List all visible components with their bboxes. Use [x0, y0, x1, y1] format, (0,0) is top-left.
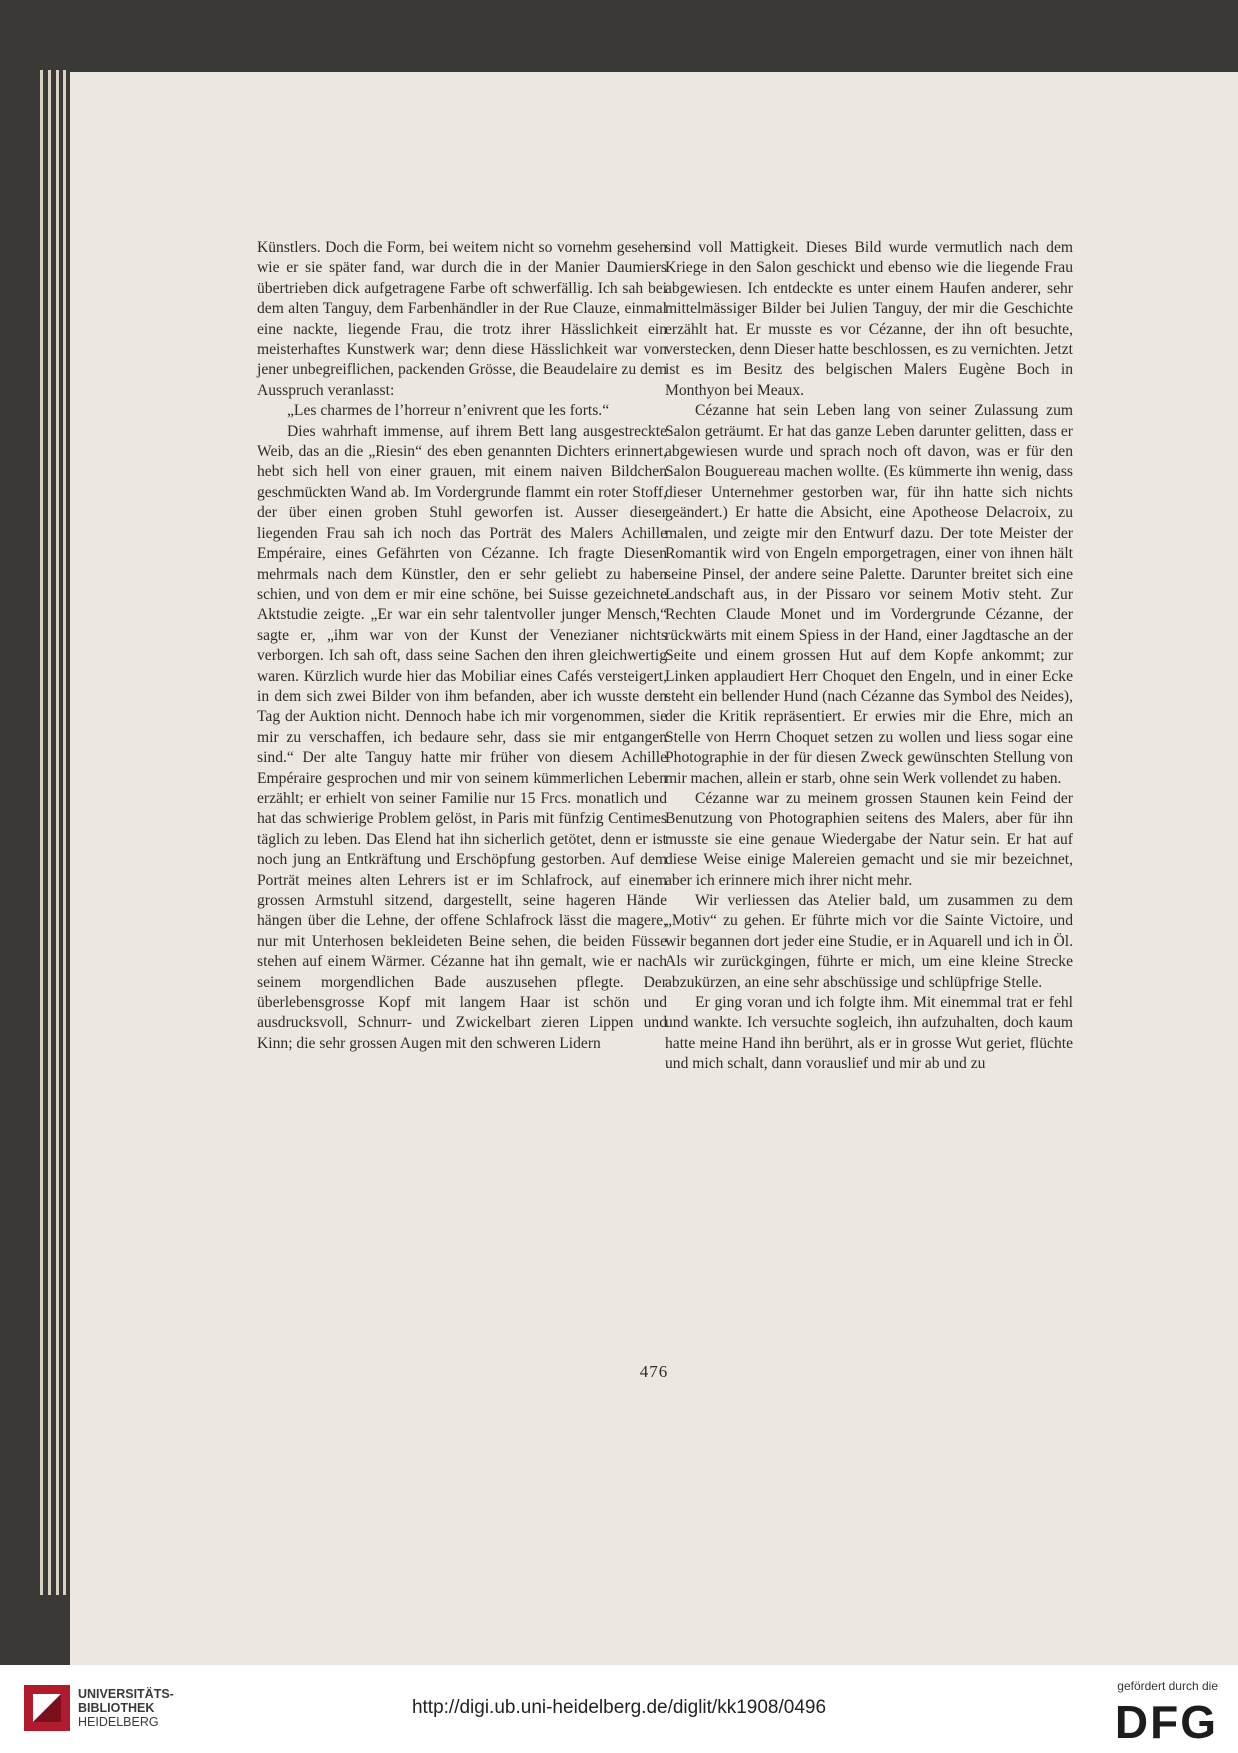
page-edge [56, 70, 59, 1595]
paragraph: Wir verliessen das Atelier bald, um zusammen zu dem „Motiv“ zu gehen. Er führte mich vor die Sainte Victoire, und wir begannen dort jeder eine Studie, er in Aquarell und ich in Öl. Als wir zurückgingen, führte er mich, um eine kleine Strecke abzukürzen, an eine sehr abschüssige und schlüpfrige Stelle. [665, 892, 1073, 991]
sponsor-caption: gefördert durch die [1117, 1679, 1218, 1693]
page-edge [40, 70, 43, 1595]
text-column-right [665, 238, 1073, 1075]
paragraph: Cézanne hat sein Leben lang von seiner Zulassung zum Salon geträumt. Er hat das ganze Leben darunter gelitten, dass er abgewiesen wurde und sprach noch oft davon, was er für den Salon Bouguereau machen wollte. (Es kümmerte ihn wenig, dass dieser Unternehmer gestorben war, für ihn hatte sich nichts geändert.) Er hatte die Absicht, eine Apotheose Delacroix, zu malen, und zeigte mir den Entwurf dazu. Der tote Meister der Romantik wird von Engeln emporgetragen, einer von ihnen hält seine Pinsel, der andere seine Palette. Darunter breitet sich eine Landschaft aus, in der Pissaro vor seinem Motiv steht. Zur Rechten Claude Monet und im Vordergrunde Cézanne, der rückwärts mit einem Spiess in der Hand, einer Jagdtasche an der Seite und einem grossen Hut auf dem Kopfe ankommt; zur Linken applaudiert Herr Choquet den Engeln, und in einer Ecke steht ein bellender Hund (nach Cézanne das Symbol des Neides), der die Kritik repräsentiert. Er erwies mir die Ehre, mich an Stelle von Herrn Choquet setzen zu wollen und liess sogar eine Photographie in der für diesen Zweck gewünschten Stellung von mir machen, allein er starb, ohne sein Werk vollendet zu haben. [665, 402, 1073, 787]
page-edge [48, 70, 51, 1595]
library-name-line: HEIDELBERG [78, 1715, 159, 1729]
dfg-logo: DFG [1114, 1696, 1218, 1748]
footer-bar [0, 1665, 1238, 1753]
library-name-line: UNIVERSITÄTS- [78, 1687, 174, 1701]
paragraph: Er ging voran und ich folgte ihm. Mit einemmal trat er fehl und wankte. Ich versuchte sogleich, ihn aufzuhalten, doch kaum hatte meine Hand ihn berührt, als er in grosse Wut geriet, flüchte und mich schalt, dann vorauslief und mir ab und zu [665, 994, 1073, 1073]
paragraph: Dies wahrhaft immense, auf ihrem Bett lang ausgestreckte Weib, das an die „Riesin“ des eben genannten Dichters erinnert, hebt sich hell von einer grauen, mit einem naiven Bildchen geschmückten Wand ab. Im Vordergrunde flammt ein roter Stoff, der über einen groben Stuhl geworfen ist. Ausser dieser liegenden Frau sah ich noch das Porträt des Malers Achille Empéraire, eines Gefährten von Cézanne. Ich fragte Diesen mehrmals nach dem Künstler, den er sehr geliebt zu haben schien, und von dem er mir eine schöne, bei Suisse gezeichnete Aktstudie zeigte. „Er war ein sehr talentvoller junger Mensch,“ sagte er, „ihm war von der Kunst der Venezianer nichts verborgen. Ich sah oft, dass seine Sachen den ihren gleichwertig waren. Kürzlich wurde hier das Mobiliar eines Cafés versteigert, in dem sich zwei Bilder von ihm befanden, aber ich wusste den Tag der Auktion nicht. Dennoch habe ich mir vorgenommen, sie mir zu verschaffen, ich bedaure sehr, dass sie mir entgangen sind.“ Der alte Tanguy hatte mir früher von diesem Achille Empéraire gesprochen und mir von seinem kümmerlichen Leben erzählt; er erhielt von seiner Familie nur 15 Frcs. monatlich und hat das schwierige Problem gelöst, in Paris mit fünfzig Centimes täglich zu leben. Das Elend hat ihn sicherlich getötet, denn er ist noch jung an Entkräftung und Erschöpfung gestorben. Auf dem Porträt meines alten Lehrers ist er im Schlafrock, auf einem grossen Armstuhl sitzend, dargestellt, seine hageren Hände hängen über die Lehne, der offene Schlafrock lässt die magere, nur mit Unterhosen bekleideten Beine sehen, die beiden Füsse stehen auf einem Wärmer. Cézanne hat ihn gemalt, wie er nach seinem morgendlichen Bade auszusehen pflegte. Der überlebensgrosse Kopf mit langem Haar ist schön und ausdrucksvoll, Schnurr- und Zwickelbart zieren Lippen und Kinn; die sehr grossen Augen mit den schweren Lidern [257, 422, 667, 1052]
paragraph: Cézanne war zu meinem grossen Staunen kein Feind der Benutzung von Photographien seitens des Malers, aber für ihn musste sie eine genaue Wiedergabe der Natur sein. Er hat auf diese Weise einige Malereien gemacht und sie mir bezeichnet, aber ich erinnere mich ihrer nicht mehr. [665, 789, 1073, 889]
page-edge [63, 70, 66, 1595]
permalink-url[interactable]: http://digi.ub.uni-heidelberg.de/diglit/kk1908/0496 [411, 1697, 827, 1718]
text-column-left [257, 238, 667, 1054]
quote-paragraph: „Les charmes de l’horreur n’enivrent que les forts.“ [287, 402, 610, 420]
book-page [70, 72, 1238, 1665]
page-number: 476 [639, 1362, 669, 1381]
paragraph: Künstlers. Doch die Form, bei weitem nicht so vornehm gesehen wie er sie später fand, war durch die in der Manier Daumiers übertrieben dick aufgetragene Farbe oft schwerfällig. Ich sah bei dem alten Tanguy, dem Farbenhändler in der Rue Clauze, einmal eine nackte, liegende Frau, die trotz ihrer Hässlichkeit ein meisterhaftes Kunstwerk war; denn diese Hässlichkeit war von jener unbegreiflichen, packenden Grösse, die Beaudelaire zu dem Ausspruch veranlasst: [257, 239, 667, 399]
paragraph: sind voll Mattigkeit. Dieses Bild wurde vermutlich nach dem Kriege in den Salon geschickt und ebenso wie die liegende Frau abgewiesen. Ich entdeckte es unter einem Haufen anderer, sehr mittelmässiger Bilder bei Julien Tanguy, der mir die Geschichte erzählt hat. Er musste es vor Cézanne, der ihn oft besuchte, verstecken, denn Dieser hatte beschlossen, es zu vernichten. Jetzt ist es im Besitz des belgischen Malers Eugène Boch in Monthyon bei Meaux. [665, 239, 1073, 399]
library-name-line: BIBLIOTHEK [78, 1701, 155, 1715]
